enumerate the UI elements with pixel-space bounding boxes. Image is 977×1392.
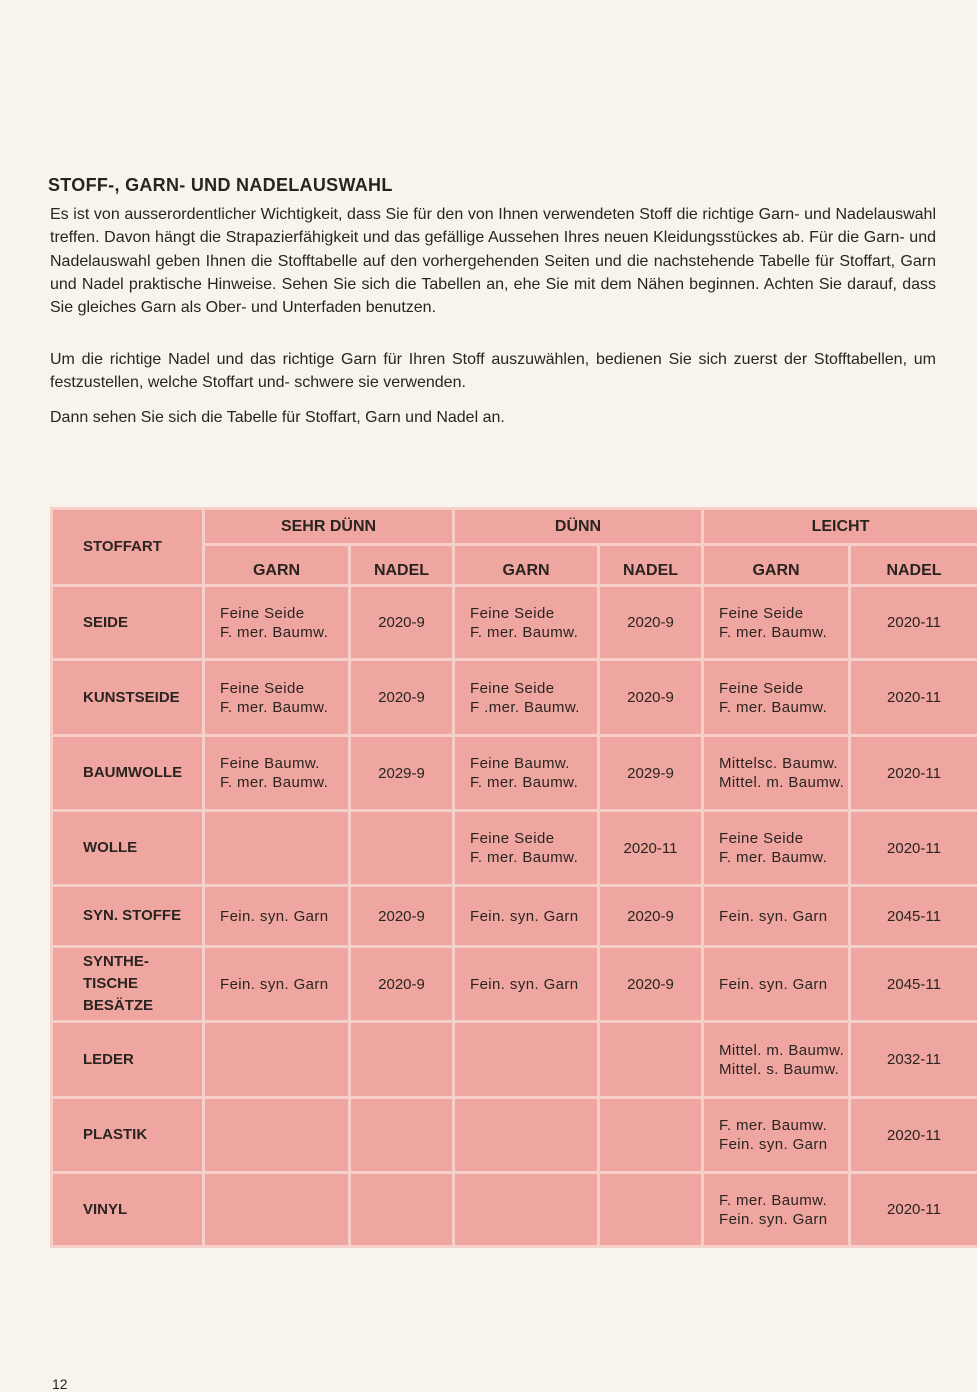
thread-value: Feine Seide <box>220 604 348 623</box>
needle-cell: 2020-9 <box>599 660 703 736</box>
needle-cell: 2020-9 <box>350 947 454 1022</box>
header-nadel: NADEL <box>850 545 977 586</box>
thread-value: Mittel. m. Baumw. <box>719 1041 848 1060</box>
needle-cell <box>599 1098 703 1173</box>
needle-cell: 2020-11 <box>599 811 703 886</box>
header-nadel: NADEL <box>599 545 703 586</box>
header-garn: GARN <box>454 545 599 586</box>
needle-cell: 2020-11 <box>850 586 977 660</box>
thread-cell <box>454 1022 599 1098</box>
thread-cell <box>454 660 599 736</box>
thread-cell <box>204 1022 350 1098</box>
thread-cell <box>454 886 599 947</box>
thread-cell <box>703 1173 850 1247</box>
thread-cell <box>454 947 599 1022</box>
thread-cell <box>454 586 599 660</box>
thread-cell <box>204 1173 350 1247</box>
thread-value: F. mer. Baumw. <box>220 698 348 717</box>
thread-value: Feine Seide <box>470 679 597 698</box>
table-body <box>52 586 977 1247</box>
thread-cell <box>204 811 350 886</box>
instruction-paragraph: Um die richtige Nadel und das richtige Garn für Ihren Stoff auszuwählen, bedienen Sie sich zuerst der Stofftabellen, um festzustellen, welche Stoffart und- schwere sie verwenden. <box>50 348 936 395</box>
fabric-type-label: SEIDE <box>83 612 196 634</box>
thread-value: F. mer. Baumw. <box>220 773 348 792</box>
fabric-type-label: WOLLE <box>83 837 196 859</box>
thread-cell <box>454 811 599 886</box>
table-row <box>52 1098 977 1173</box>
thread-cell <box>454 736 599 811</box>
thread-cell <box>204 586 350 660</box>
fabric-type-cell <box>52 1098 204 1173</box>
followup-paragraph: Dann sehen Sie sich die Tabelle für Stoffart, Garn und Nadel an. <box>50 406 936 429</box>
needle-cell <box>350 1173 454 1247</box>
thread-value: F .mer. Baumw. <box>470 698 597 717</box>
thread-value: F. mer. Baumw. <box>470 848 597 867</box>
thread-cell <box>703 811 850 886</box>
thread-value: Fein. syn. Garn <box>220 907 348 926</box>
thread-value: Feine Seide <box>719 679 848 698</box>
thread-cell <box>454 1173 599 1247</box>
needle-cell: 2029-9 <box>350 736 454 811</box>
header-garn: GARN <box>204 545 350 586</box>
thread-cell <box>204 886 350 947</box>
header-group-light: LEICHT <box>703 509 977 545</box>
fabric-type-label: LEDER <box>83 1049 196 1071</box>
fabric-thread-needle-table <box>50 507 977 1248</box>
header-group-very-thin: SEHR DÜNN <box>204 509 454 545</box>
thread-value: Feine Seide <box>719 604 848 623</box>
fabric-type-label: BESÄTZE <box>83 995 196 1017</box>
table-row <box>52 1173 977 1247</box>
thread-value: Mittelsc. Baumw. <box>719 754 848 773</box>
thread-value: Fein. syn. Garn <box>719 907 848 926</box>
needle-cell: 2032-11 <box>850 1022 977 1098</box>
thread-value: Feine Seide <box>470 604 597 623</box>
thread-value: F. mer. Baumw. <box>719 1191 848 1210</box>
header-fabric-type: STOFFART <box>52 509 204 586</box>
header-group-thin: DÜNN <box>454 509 703 545</box>
thread-cell <box>454 1098 599 1173</box>
thread-value: Fein. syn. Garn <box>470 975 597 994</box>
table-row <box>52 886 977 947</box>
needle-cell: 2020-9 <box>599 586 703 660</box>
thread-value: F. mer. Baumw. <box>719 848 848 867</box>
table-row <box>52 811 977 886</box>
needle-cell: 2020-9 <box>350 586 454 660</box>
needle-cell: 2020-9 <box>599 886 703 947</box>
needle-cell <box>350 811 454 886</box>
needle-cell: 2020-11 <box>850 1098 977 1173</box>
thread-cell <box>703 947 850 1022</box>
fabric-type-cell <box>52 811 204 886</box>
fabric-type-cell <box>52 1173 204 1247</box>
fabric-type-cell <box>52 1022 204 1098</box>
needle-cell: 2029-9 <box>599 736 703 811</box>
fabric-type-label: SYNTHE- <box>83 951 196 973</box>
thread-cell <box>204 947 350 1022</box>
thread-value: Feine Seide <box>470 829 597 848</box>
fabric-type-cell <box>52 660 204 736</box>
needle-cell <box>350 1022 454 1098</box>
thread-value: Feine Seide <box>220 679 348 698</box>
needle-cell <box>599 1022 703 1098</box>
fabric-type-cell <box>52 886 204 947</box>
table-row <box>52 660 977 736</box>
thread-value: F. mer. Baumw. <box>719 623 848 642</box>
needle-cell: 2045-11 <box>850 947 977 1022</box>
thread-value: Mittel. m. Baumw. <box>719 773 848 792</box>
thread-value: Fein. syn. Garn <box>220 975 348 994</box>
thread-value: Fein. syn. Garn <box>470 907 597 926</box>
header-nadel: NADEL <box>350 545 454 586</box>
needle-cell <box>599 1173 703 1247</box>
fabric-type-label: VINYL <box>83 1199 196 1221</box>
thread-cell <box>703 586 850 660</box>
thread-cell <box>703 660 850 736</box>
fabric-type-label: SYN. STOFFE <box>83 905 196 927</box>
fabric-type-label: PLASTIK <box>83 1124 196 1146</box>
needle-cell: 2020-11 <box>850 736 977 811</box>
thread-value: Fein. syn. Garn <box>719 1135 848 1154</box>
table-row <box>52 586 977 660</box>
fabric-type-label: BAUMWOLLE <box>83 762 196 784</box>
needle-cell: 2020-9 <box>350 660 454 736</box>
thread-value: F. mer. Baumw. <box>719 1116 848 1135</box>
thread-value: Fein. syn. Garn <box>719 1210 848 1229</box>
needle-cell: 2045-11 <box>850 886 977 947</box>
fabric-type-cell <box>52 736 204 811</box>
thread-value: Mittel. s. Baumw. <box>719 1060 848 1079</box>
page-title: STOFF-, GARN- UND NADELAUSWAHL <box>48 175 393 196</box>
thread-value: Feine Baumw. <box>220 754 348 773</box>
needle-cell: 2020-9 <box>599 947 703 1022</box>
thread-value: Feine Seide <box>719 829 848 848</box>
table-row <box>52 1022 977 1098</box>
intro-paragraph: Es ist von ausserordentlicher Wichtigkeit, dass Sie für den von Ihnen verwendeten Stoff die richtige Garn- und Nadelauswahl treffen. Davon hängt die Strapazierfähigkeit und das gefällige Aussehen Ihres neuen Kleidungsstückes ab. Für die Garn- und Nadelauswahl geben Ihnen die Stofftabelle auf den vorhergehenden Seiten und die nachstehende Tabelle für Stoffart, Garn und Nadel praktische Hinweise. Sehen Sie sich die Tabellen an, ehe Sie mit dem Nähen beginnen. Achten Sie darauf, dass Sie gleiches Garn als Ober- und Unterfaden benutzen. <box>50 203 936 319</box>
thread-cell <box>204 660 350 736</box>
fabric-type-cell <box>52 947 204 1022</box>
thread-value: F. mer. Baumw. <box>719 698 848 717</box>
header-garn: GARN <box>703 545 850 586</box>
thread-value: Feine Baumw. <box>470 754 597 773</box>
thread-cell <box>204 736 350 811</box>
thread-value: F. mer. Baumw. <box>470 773 597 792</box>
needle-cell: 2020-11 <box>850 660 977 736</box>
thread-cell <box>703 886 850 947</box>
table-row <box>52 947 977 1022</box>
thread-cell <box>703 1098 850 1173</box>
needle-cell: 2020-9 <box>350 886 454 947</box>
thread-cell <box>703 1022 850 1098</box>
thread-value: F. mer. Baumw. <box>470 623 597 642</box>
thread-value: F. mer. Baumw. <box>220 623 348 642</box>
table-row <box>52 736 977 811</box>
thread-cell <box>703 736 850 811</box>
page-number: 12 <box>52 1376 68 1392</box>
fabric-type-label: KUNSTSEIDE <box>83 687 196 709</box>
thread-cell <box>204 1098 350 1173</box>
needle-cell: 2020-11 <box>850 811 977 886</box>
fabric-type-cell <box>52 586 204 660</box>
fabric-type-label: TISCHE <box>83 973 196 995</box>
needle-cell <box>350 1098 454 1173</box>
needle-cell: 2020-11 <box>850 1173 977 1247</box>
thread-value: Fein. syn. Garn <box>719 975 848 994</box>
